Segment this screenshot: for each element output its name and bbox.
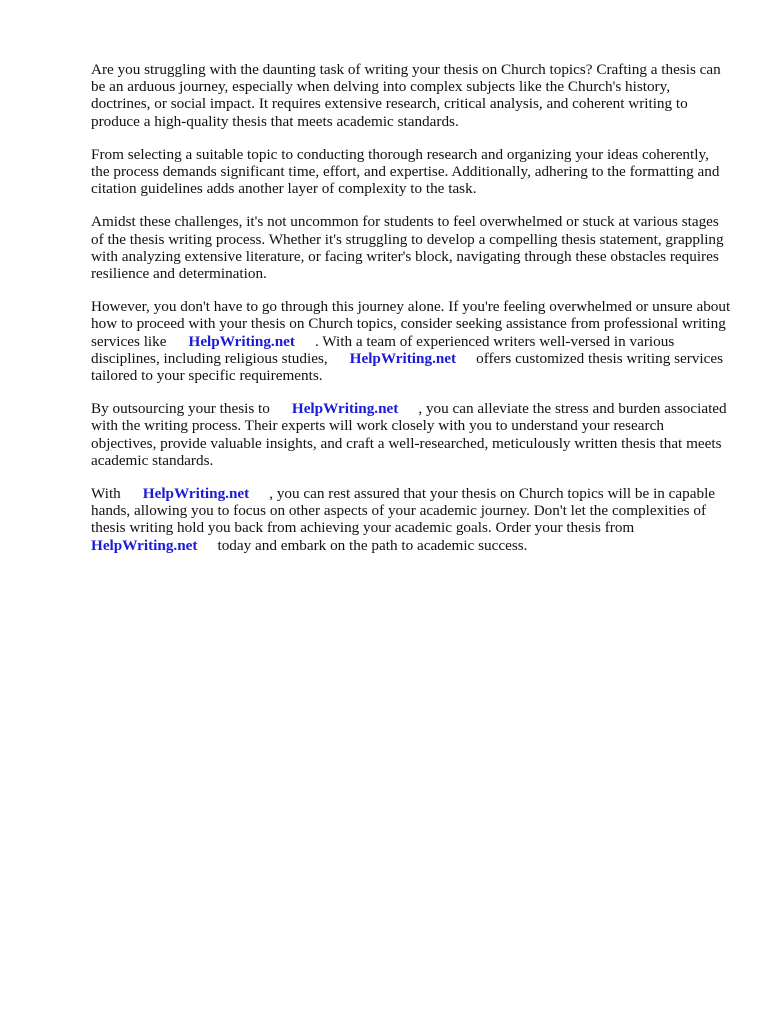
- document-body: [91, 61, 731, 570]
- paragraph-text: offers customized thesis writing services tailored to your specific requirements.: [91, 349, 724, 385]
- paragraph-text: . With a team of experienced writers well-versed in various disciplines, including religious studies,: [91, 332, 675, 367]
- paragraph-assistance: [91, 298, 731, 384]
- paragraph-text: , you can rest assured that your thesis on Church topics will be in capable hands, allowing you to focus on other aspects of your academic journey. Don't let the complexities of thesis writing hold you back from achieving your academic goals. Order your thesis from: [91, 485, 716, 537]
- paragraph-text: today and embark on the path to academic success.: [217, 536, 528, 554]
- paragraph-intro: Are you struggling with the daunting task of writing your thesis on Church topics? Crafting a thesis can be an arduous journey, especially when delving into complex subjects like the Church's history, doctrines, or social impact. It requires extensive research, critical analysis, and coherent writing to produce a high-quality thesis that meets academic standards.: [91, 61, 721, 130]
- paragraph-text: By outsourcing your thesis to: [91, 400, 270, 418]
- helpwriting-link[interactable]: HelpWriting.net: [142, 485, 250, 503]
- paragraph-challenges: Amidst these challenges, it's not uncommon for students to feel overwhelmed or stuck at various stages of the thesis writing process. Whether it's struggling to develop a compelling thesis statement, grappling with analyzing extensive literature, or facing writer's block, navigating through these obstacles requires resilience and determination.: [91, 213, 724, 283]
- paragraph-conclusion: [91, 485, 731, 554]
- helpwriting-link[interactable]: HelpWriting.net: [349, 349, 457, 367]
- helpwriting-link[interactable]: HelpWriting.net: [91, 536, 198, 554]
- paragraph-text: With: [91, 485, 121, 503]
- paragraph-text: However, you don't have to go through this journey alone. If you're feeling overwhelmed or unsure about how to proceed with your thesis on Church topics, consider seeking assistance from professional writing services like: [91, 298, 731, 350]
- paragraph-outsourcing: [91, 400, 731, 469]
- paragraph-process: From selecting a suitable topic to conducting thorough research and organizing your ideas coherently, the process demands significant time, effort, and expertise. Additionally, adhering to the formatting and citation guidelines adds another layer of complexity to the task.: [91, 145, 720, 198]
- paragraph-text: , you can alleviate the stress and burden associated with the writing process. Their experts will work closely with you to understand your research objectives, provide valuable insights, and craft a well-researched, meticulously written thesis that meets academic standards.: [91, 400, 727, 469]
- helpwriting-link[interactable]: HelpWriting.net: [188, 332, 295, 350]
- helpwriting-link[interactable]: HelpWriting.net: [291, 400, 399, 418]
